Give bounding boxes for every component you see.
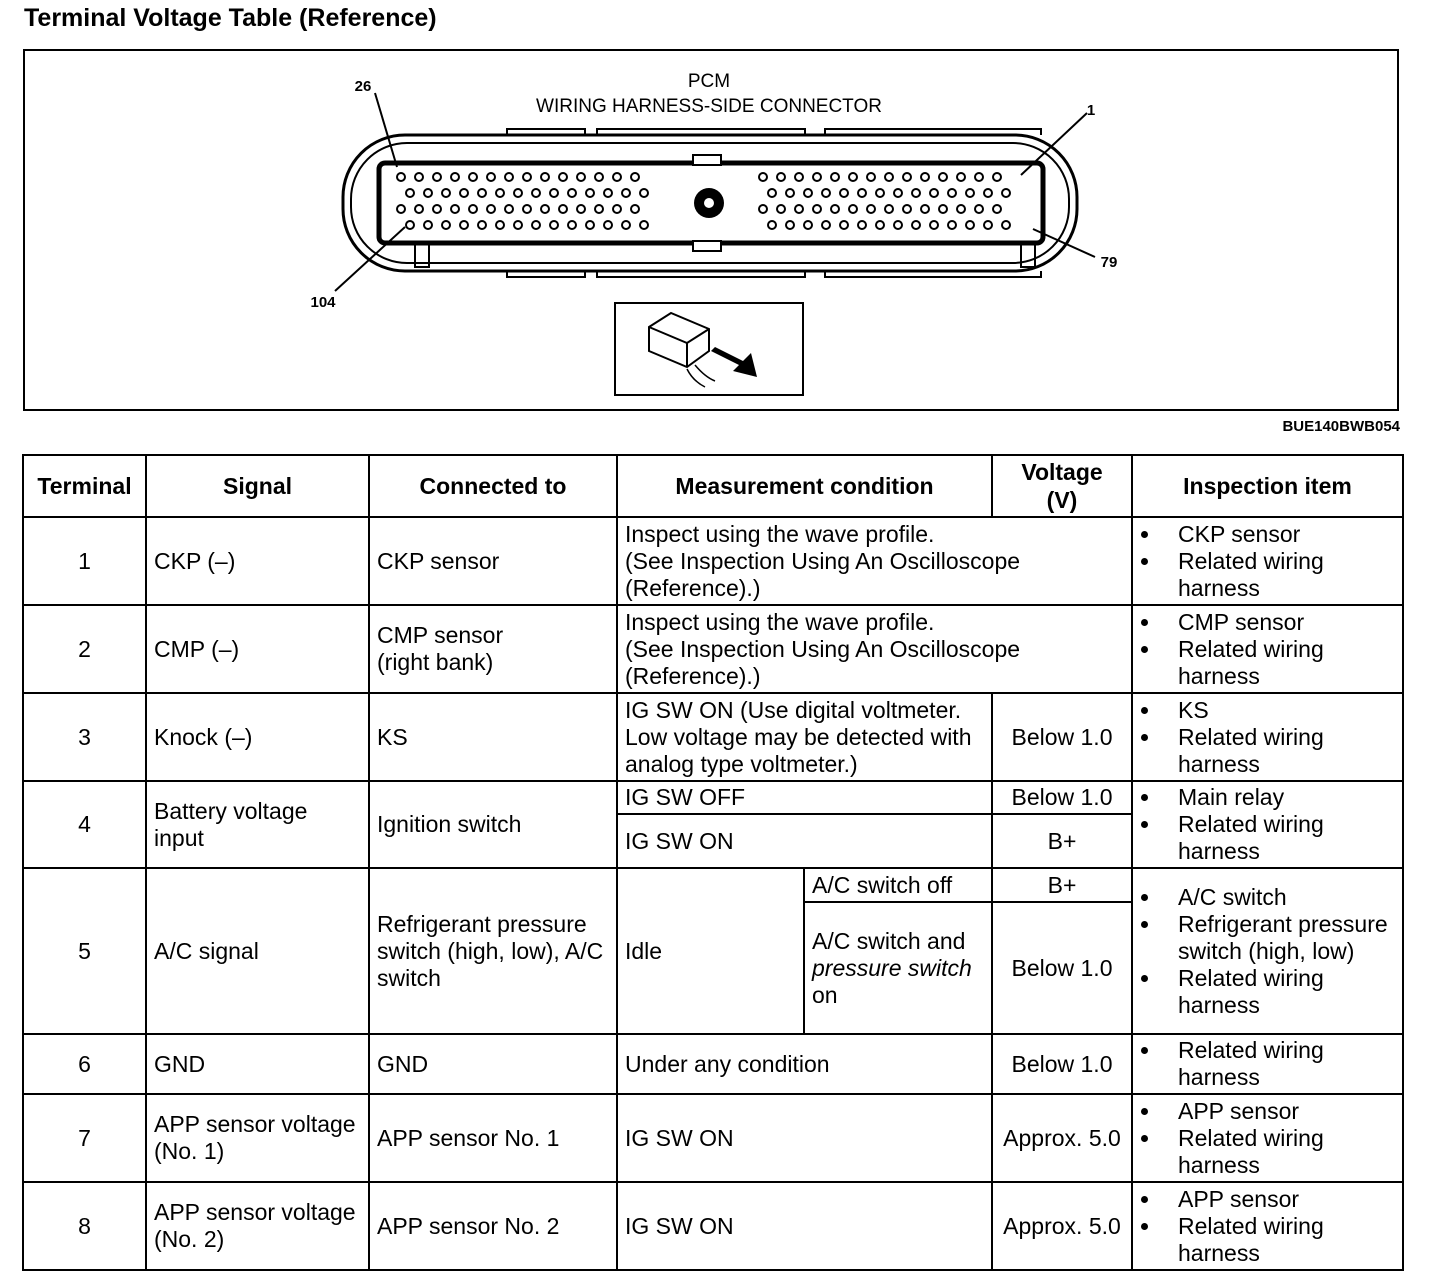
- cell-condition: Under any condition: [617, 1034, 992, 1094]
- cell-condition: IG SW ON: [617, 1094, 992, 1182]
- cell-terminal: 1: [23, 517, 146, 605]
- connector-diagram: [25, 51, 1397, 409]
- cell-signal: A/C signal: [146, 868, 369, 1034]
- header-signal: Signal: [146, 455, 369, 517]
- header-voltage: Voltage (V): [992, 455, 1132, 517]
- view-arrow-icon: [711, 347, 757, 377]
- list-item: • Related wiring harness: [1162, 1213, 1395, 1267]
- cell-connected: KS: [369, 693, 617, 781]
- cell-condition: IG SW ON: [617, 814, 992, 868]
- cell-connected: Refrigerant pressure switch (high, low), A/C switch: [369, 868, 617, 1034]
- cell-signal: CMP (–): [146, 605, 369, 693]
- cell-signal: APP sensor voltage (No. 2): [146, 1182, 369, 1270]
- list-item: • KS: [1162, 697, 1395, 724]
- terminal-voltage-table: [22, 454, 1404, 1271]
- table-row: [23, 1034, 1403, 1094]
- cell-terminal: 4: [23, 781, 146, 868]
- cell-inspection: [1132, 1034, 1403, 1094]
- header-row: [23, 455, 1403, 517]
- connector-figure: [23, 49, 1399, 411]
- cell-connected: CKP sensor: [369, 517, 617, 605]
- table-row: [23, 781, 1403, 814]
- list-item: • Related wiring harness: [1162, 1037, 1395, 1091]
- list-item: • CKP sensor: [1162, 521, 1395, 548]
- list-item: • CMP sensor: [1162, 609, 1395, 636]
- cell-terminal: 8: [23, 1182, 146, 1270]
- cell-inspection: [1132, 781, 1403, 868]
- cell-terminal: 6: [23, 1034, 146, 1094]
- cell-voltage: Below 1.0: [992, 781, 1132, 814]
- pin-label-1: 1: [1086, 102, 1096, 119]
- header-inspection: Inspection item: [1132, 455, 1403, 517]
- table-row: [23, 1094, 1403, 1182]
- cell-inspection: [1132, 517, 1403, 605]
- cell-condition: IG SW ON: [617, 1182, 992, 1270]
- cell-signal: APP sensor voltage (No. 1): [146, 1094, 369, 1182]
- cell-subcondition: A/C switch off: [804, 868, 992, 902]
- cell-condition: IG SW OFF: [617, 781, 992, 814]
- list-item: • A/C switch: [1162, 884, 1395, 911]
- list-item: • Related wiring harness: [1162, 811, 1395, 865]
- cell-connected: APP sensor No. 1: [369, 1094, 617, 1182]
- cell-voltage: Below 1.0: [992, 1034, 1132, 1094]
- figure-code: BUE140BWB054: [1282, 418, 1400, 435]
- list-item: • Related wiring harness: [1162, 636, 1395, 690]
- cell-inspection: [1132, 1182, 1403, 1270]
- cell-signal: Battery voltage input: [146, 781, 369, 868]
- pin-label-79: 79: [1100, 254, 1118, 271]
- cell-condition: Inspect using the wave profile. (See Inspection Using An Oscilloscope (Reference).): [617, 517, 1132, 605]
- figure-label-connector: WIRING HARNESS-SIDE CONNECTOR: [536, 96, 882, 117]
- cell-voltage: B+: [992, 814, 1132, 868]
- list-item: • Related wiring harness: [1162, 548, 1395, 602]
- cell-terminal: 2: [23, 605, 146, 693]
- header-connected: Connected to: [369, 455, 617, 517]
- page-title: Terminal Voltage Table (Reference): [24, 4, 437, 32]
- table-row: [23, 1182, 1403, 1270]
- cell-signal: GND: [146, 1034, 369, 1094]
- cell-subcondition: A/C switch and pressure switch on: [804, 902, 992, 1034]
- cell-inspection: [1132, 868, 1403, 1034]
- cell-connected: CMP sensor (right bank): [369, 605, 617, 693]
- pin-label-26: 26: [354, 78, 372, 95]
- table-row: [23, 868, 1403, 902]
- cell-connected: APP sensor No. 2: [369, 1182, 617, 1270]
- list-item: • Related wiring harness: [1162, 1125, 1395, 1179]
- cell-voltage: Below 1.0: [992, 693, 1132, 781]
- list-item: • Main relay: [1162, 784, 1395, 811]
- cell-inspection: [1132, 1094, 1403, 1182]
- cell-voltage: Below 1.0: [992, 902, 1132, 1034]
- cell-signal: CKP (–): [146, 517, 369, 605]
- pin-label-104: 104: [310, 294, 336, 311]
- cell-connected: Ignition switch: [369, 781, 617, 868]
- table-row: [23, 693, 1403, 781]
- table-row: [23, 517, 1403, 605]
- cell-voltage: Approx. 5.0: [992, 1094, 1132, 1182]
- list-item: • Related wiring harness: [1162, 965, 1395, 1019]
- list-item: • APP sensor: [1162, 1098, 1395, 1125]
- cell-inspection: [1132, 605, 1403, 693]
- cell-terminal: 7: [23, 1094, 146, 1182]
- cell-condition: Idle: [617, 868, 804, 1034]
- cell-condition: Inspect using the wave profile. (See Inspection Using An Oscilloscope (Reference).): [617, 605, 1132, 693]
- cell-voltage: B+: [992, 868, 1132, 902]
- cell-condition: IG SW ON (Use digital voltmeter. Low voltage may be detected with analog type voltmeter.): [617, 693, 992, 781]
- header-terminal: Terminal: [23, 455, 146, 517]
- figure-label-pcm: PCM: [687, 71, 731, 92]
- cell-connected: GND: [369, 1034, 617, 1094]
- list-item: • APP sensor: [1162, 1186, 1395, 1213]
- cell-voltage: Approx. 5.0: [992, 1182, 1132, 1270]
- list-item: • Refrigerant pressure switch (high, low): [1162, 911, 1395, 965]
- list-item: • Related wiring harness: [1162, 724, 1395, 778]
- cell-signal: Knock (–): [146, 693, 369, 781]
- header-condition: Measurement condition: [617, 455, 992, 517]
- cell-terminal: 5: [23, 868, 146, 1034]
- cell-inspection: [1132, 693, 1403, 781]
- table-row: [23, 605, 1403, 693]
- cell-terminal: 3: [23, 693, 146, 781]
